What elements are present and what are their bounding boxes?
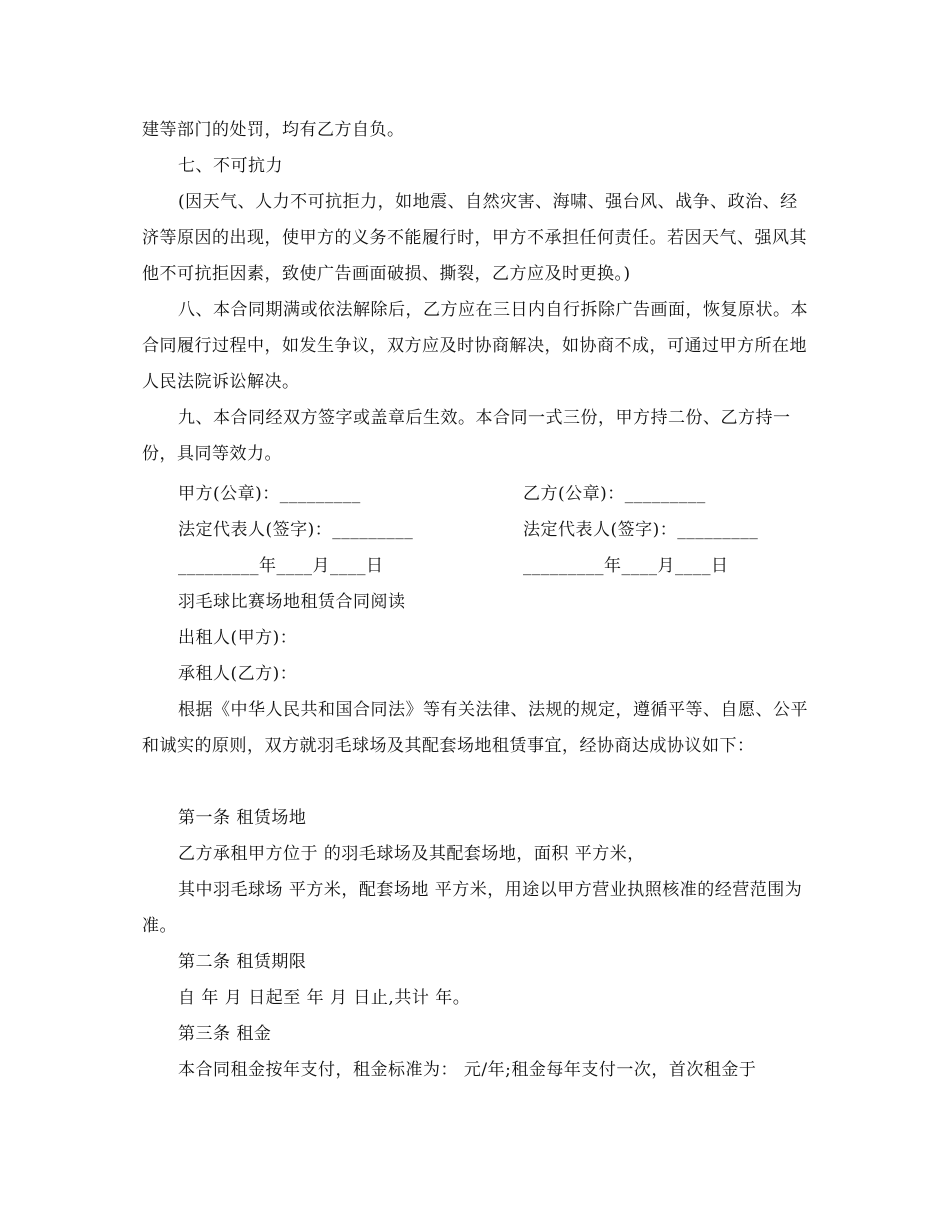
section-8-body: 八、本合同期满或依法解除后，乙方应在三日内自行拆除广告画面，恢复原状。本合同履行过程中，如发生争议，双方应及时协商解决，如协商不成，可通过甲方所在地人民法院诉讼解决。	[142, 300, 808, 392]
paragraph-penalty-tail: 建等部门的处罚，均有乙方自负。	[142, 120, 405, 140]
article-1-line-1: 乙方承租甲方位于 的羽毛球场及其配套场地，面积 平方米，	[178, 844, 645, 864]
party-b-representative-line: 法定代表人(签字)：_________	[523, 520, 759, 540]
lessor-line: 出租人(甲方)：	[178, 628, 298, 648]
article-2-heading: 第二条 租赁期限	[178, 952, 307, 972]
article-3-body: 本合同租金按年支付，租金标准为： 元/年;租金每年支付一次，首次租金于	[178, 1060, 757, 1080]
party-b-date-line: _________年____月____日	[523, 556, 729, 576]
section-7-body: (因天气、人力不可抗拒力，如地震、自然灾害、海啸、强台风、战争、政治、经济等原因的出现，使甲方的义务不能履行时，甲方不承担任何责任。若因天气、强风其他不可抗拒因素，致使广告画面破损、撕裂，乙方应及时更换。)	[142, 192, 807, 284]
article-1-heading: 第一条 租赁场地	[178, 808, 307, 828]
party-b-seal-line: 乙方(公章)：_________	[523, 484, 706, 504]
lessee-line: 承租人(乙方)：	[178, 664, 298, 684]
section-9-body: 九、本合同经双方签字或盖章后生效。本合同一式三份，甲方持二份、乙方持一份，具同等效力。	[142, 408, 791, 464]
preamble-paragraph: 根据《中华人民共和国合同法》等有关法律、法规的规定，遵循平等、自愿、公平和诚实的原则，双方就羽毛球场及其配套场地租赁事宜，经协商达成协议如下：	[142, 700, 808, 756]
article-3-heading: 第三条 租金	[178, 1024, 272, 1044]
party-a-date-line: _________年____月____日	[178, 556, 384, 576]
article-1-line-2: 其中羽毛球场 平方米，配套场地 平方米，用途以甲方营业执照核准的经营范围为准。	[142, 880, 803, 936]
party-a-seal-line: 甲方(公章)：_________	[178, 484, 361, 504]
article-2-body: 自 年 月 日起至 年 月 日止,共计 年。	[178, 988, 471, 1008]
section-7-heading: 七、不可抗力	[178, 156, 283, 176]
contract-2-title: 羽毛球比赛场地租赁合同阅读	[178, 592, 406, 612]
party-a-representative-line: 法定代表人(签字)：_________	[178, 520, 414, 540]
